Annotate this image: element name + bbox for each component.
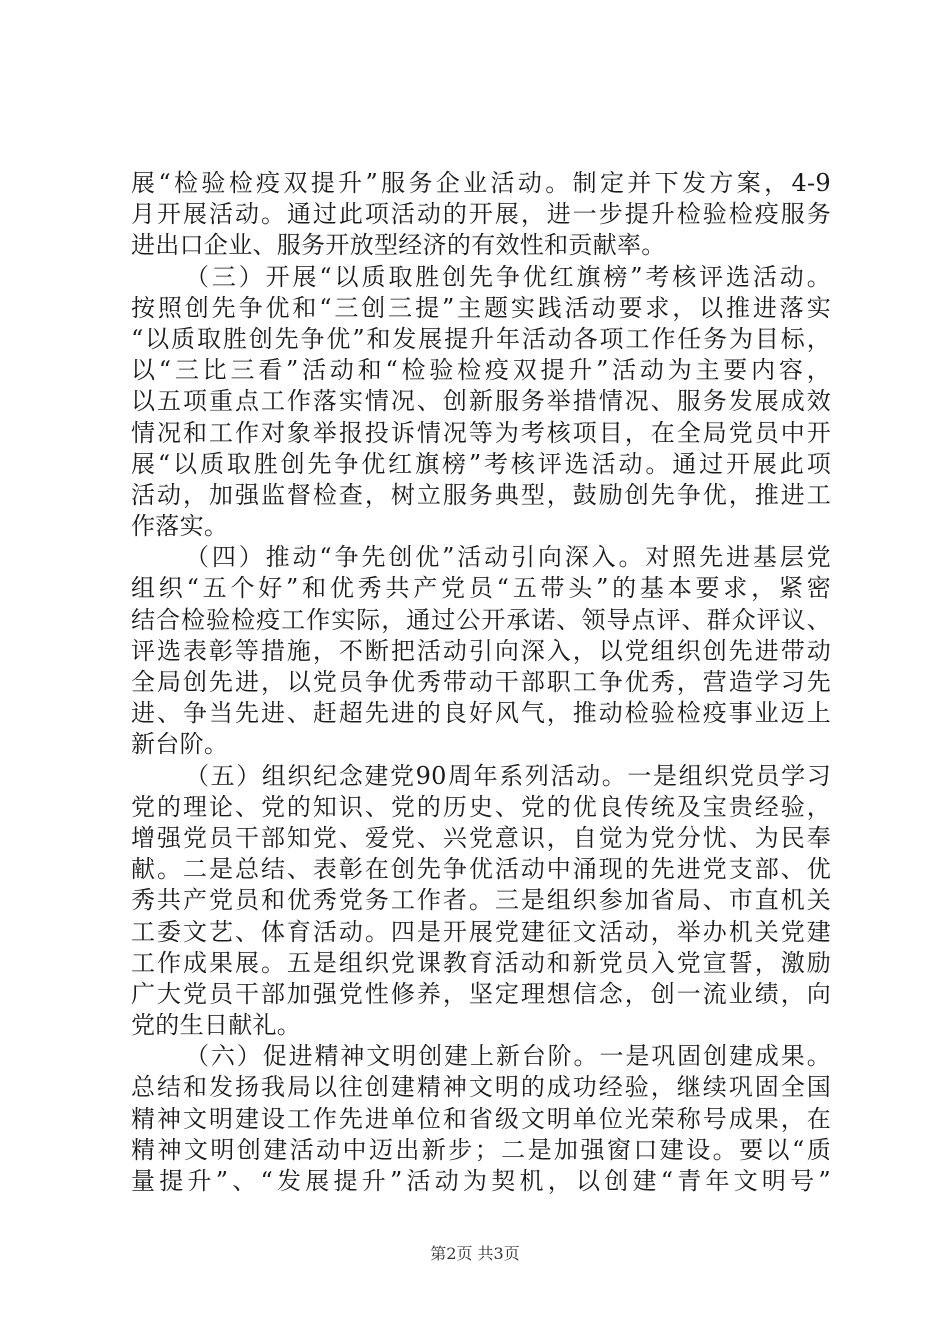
text-line: 增强党员干部知党、爱党、兴党意识，自觉为党分忧、为民奉 <box>131 823 831 852</box>
text-line: 精神文明创建活动中迈出新步；二是加强窗口建设。要以“质 <box>131 1135 831 1164</box>
text-line: “以质取胜创先争优”和发展提升年活动各项工作任务为目标， <box>131 324 831 353</box>
text-line: 工作成果展。五是组织党课教育活动和新党员入党宣誓，激励 <box>131 948 831 977</box>
text-line: （四）推动“争先创优”活动引向深入。对照先进基层党 <box>185 543 831 572</box>
text-line: 广大党员干部加强党性修养，坚定理想信念，创一流业绩，向 <box>131 979 831 1008</box>
text-line: 进出口企业、服务开放型经济的有效性和贡献率。 <box>131 231 666 260</box>
text-line: 总结和发扬我局以往创建精神文明的成功经验，继续巩固全国 <box>131 1073 831 1102</box>
text-line: 组织“五个好”和优秀共产党员“五带头”的基本要求，紧密 <box>131 574 831 603</box>
text-line: 献。二是总结、表彰在创先争优活动中涌现的先进党支部、优 <box>131 855 831 884</box>
text-line: （五）组织纪念建党90周年系列活动。一是组织党员学习 <box>185 761 831 790</box>
text-line: 党的生日献礼。 <box>131 1011 302 1040</box>
text-line: 以五项重点工作落实情况、创新服务举措情况、服务发展成效 <box>131 387 831 416</box>
text-line: 新台阶。 <box>131 730 229 759</box>
text-line: 活动，加强监督检查，树立服务典型，鼓励创先争优，推进工 <box>131 480 831 509</box>
text-line: 全局创先进，以党员争优秀带动干部职工争优秀，营造学习先 <box>131 668 831 696</box>
text-line: 展“以质取胜创先争优红旗榜”考核评选活动。通过开展此项 <box>131 449 831 478</box>
text-line: 秀共产党员和优秀党务工作者。三是组织参加省局、市直机关 <box>131 886 831 915</box>
text-line: 工委文艺、体育活动。四是开展党建征文活动，举办机关党建 <box>131 917 831 946</box>
text-line: 结合检验检疫工作实际，通过公开承诺、领导点评、群众评议、 <box>131 605 831 634</box>
text-line: 月开展活动。通过此项活动的开展，进一步提升检验检疫服务 <box>131 200 831 229</box>
text-line: 评选表彰等措施，不断把活动引向深入，以党组织创先进带动 <box>131 636 831 665</box>
text-line: 党的理论、党的知识、党的历史、党的优良传统及宝贵经验， <box>131 792 831 821</box>
text-line: 按照创先争优和“三创三提”主题实践活动要求，以推进落实 <box>131 293 831 322</box>
text-line: 作落实。 <box>131 512 229 541</box>
document-body <box>131 168 831 1197</box>
text-line: 情况和工作对象举报投诉情况等为考核项目，在全局党员中开 <box>131 418 831 447</box>
text-line: 展“检验检疫双提升”服务企业活动。制定并下发方案，4-9 <box>131 169 831 197</box>
text-line: （三）开展“以质取胜创先争优红旗榜”考核评选活动。 <box>185 262 831 291</box>
page-footer: 第2页 共3页 <box>430 1244 520 1263</box>
text-line: 量提升”、“发展提升”活动为契机，以创建“青年文明号” <box>131 1167 831 1195</box>
text-line: 以“三比三看”活动和“检验检疫双提升”活动为主要内容， <box>131 356 831 385</box>
text-line: 精神文明建设工作先进单位和省级文明单位光荣称号成果，在 <box>131 1104 831 1133</box>
text-line: （六）促进精神文明创建上新台阶。一是巩固创建成果。 <box>185 1042 831 1071</box>
text-line: 进、争当先进、赶超先进的良好风气，推动检验检疫事业迈上 <box>131 699 831 728</box>
